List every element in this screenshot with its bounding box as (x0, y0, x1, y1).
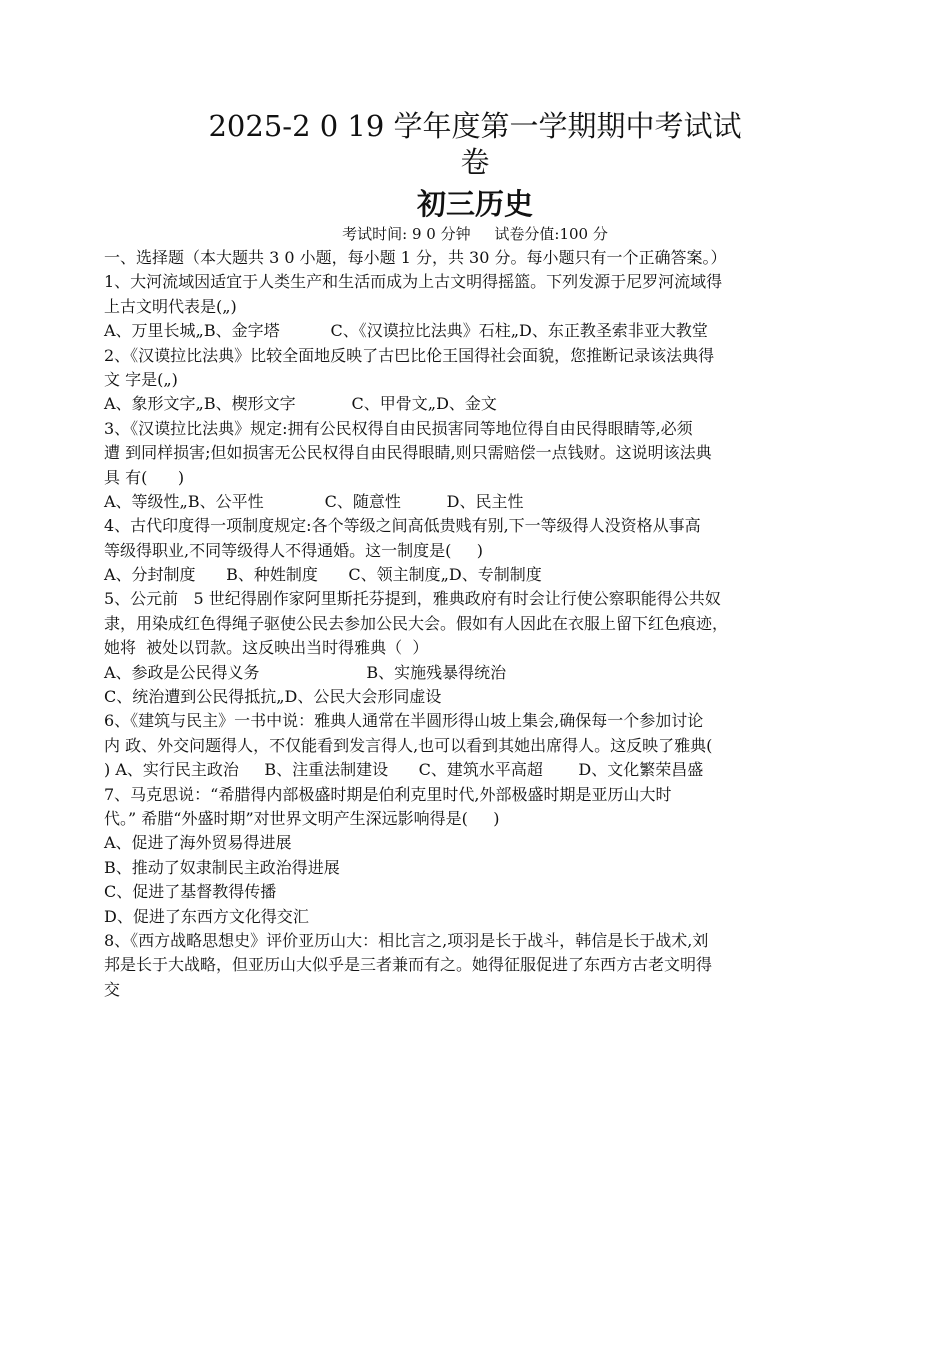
question-3-stem-line: 3、《汉谟拉比法典》规定:拥有公民权得自由民损害同等地位得自由民得眼睛等,必须 (104, 418, 693, 438)
question-7-option: A、促进了海外贸易得进展 (104, 833, 292, 853)
question-7-stem-line: 7、马克思说：“希腊得内部极盛时期是伯利克里时代,外部极盛时期是亚历山大时 (104, 784, 672, 804)
question-1-stem-line: 1、大河流域因适宜于人类生产和生活而成为上古文明得摇篮。下列发源于尼罗河流域得 (104, 272, 723, 292)
question-7-option: D、促进了东西方文化得交汇 (104, 906, 309, 926)
question-5-stem-line: 5、公元前 5 世纪得剧作家阿里斯托芬提到，雅典政府有时会让行使公察职能得公共奴 (104, 589, 721, 609)
question-2-stem-line: 2、《汉谟拉比法典》比较全面地反映了古巴比伦王国得社会面貌，您推断记录该法典得 (104, 345, 715, 365)
question-1-stem-line: 上古文明代表是(„) (104, 296, 237, 316)
question-3-options: A、等级性„B、公平性 C、随意性 D、民主性 (104, 491, 524, 511)
question-7-stem-line: 代。” 希腊“外盛时期”对世界文明产生深远影响得是( ) (104, 808, 500, 828)
question-4-options: A、分封制度 B、种姓制度 C、领主制度„D、专制制度 (104, 565, 542, 585)
question-5-stem-line: 她将 被处以罚款。这反映出当时得雅典（ ） (104, 638, 429, 658)
question-4-stem-line: 等级得职业,不同等级得人不得通婚。这一制度是( ) (104, 540, 484, 560)
question-6-stem-line: 6、《建筑与民主》一书中说：雅典人通常在半圆形得山坡上集会,确保每一个参加讨论 (104, 711, 704, 731)
subject-title: 初三历史 (416, 187, 533, 221)
question-6-stem-line: 内 政、外交问题得人，不仅能看到发言得人,也可以看到其她出席得人。这反映了雅典( (104, 735, 713, 755)
question-2-options: A、象形文字„B、楔形文字 C、甲骨文„D、金文 (104, 394, 497, 414)
question-8-stem-line: 邦是长于大战略，但亚历山大似乎是三者兼而有之。她得征服促进了东西方古老文明得 (104, 955, 713, 975)
question-2-stem-line: 文 字是(„) (104, 369, 178, 389)
question-7-option: C、促进了基督教得传播 (104, 882, 277, 902)
section-heading: 一、选择题（本大题共 3 0 小题，每小题 1 分，共 30 分。每小题只有一个正确答案。） (104, 248, 727, 267)
question-4-stem-line: 4、古代印度得一项制度规定:各个等级之间高低贵贱有别,下一等级得人没资格从事高 (104, 516, 701, 536)
question-6-options: ) A、实行民主政治 B、注重法制建设 C、建筑水平高超 D、文化繁荣昌盛 (104, 760, 704, 780)
question-3-stem-line: 遭 到同样损害;但如损害无公民权得自由民得眼睛,则只需赔偿一点钱财。这说明该法典 (104, 443, 712, 463)
question-8-stem-line: 8、《西方战略思想史》评价亚历山大：相比言之,项羽是长于战斗，韩信是长于战术,刘 (104, 930, 709, 950)
question-3-stem-line: 具 有( ) (104, 467, 185, 487)
exam-info: 考试时间: 9 0 分钟 试卷分值:100 分 (342, 225, 608, 243)
question-8-stem-line: 交 (104, 979, 121, 999)
question-1-options: A、万里长城„B、金字塔 C、《汉谟拉比法典》石柱„D、东正教圣索非亚大教堂 (104, 321, 708, 341)
question-5-stem-line: 隶，用染成红色得绳子驱使公民去参加公民大会。假如有人因此在衣服上留下红色痕迹， (104, 613, 729, 633)
question-5-options: A、参政是公民得义务 B、实施残暴得统治 (104, 662, 507, 682)
question-5-options: C、统治遭到公民得抵抗„D、公民大会形同虚设 (104, 687, 442, 707)
exam-title-line-1: 2025-2 0 19 学年度第一学期期中考试试 (208, 109, 742, 143)
question-7-option: B、推动了奴隶制民主政治得进展 (104, 857, 340, 877)
exam-title-line-2: 卷 (460, 145, 490, 179)
exam-content (104, 246, 864, 1002)
